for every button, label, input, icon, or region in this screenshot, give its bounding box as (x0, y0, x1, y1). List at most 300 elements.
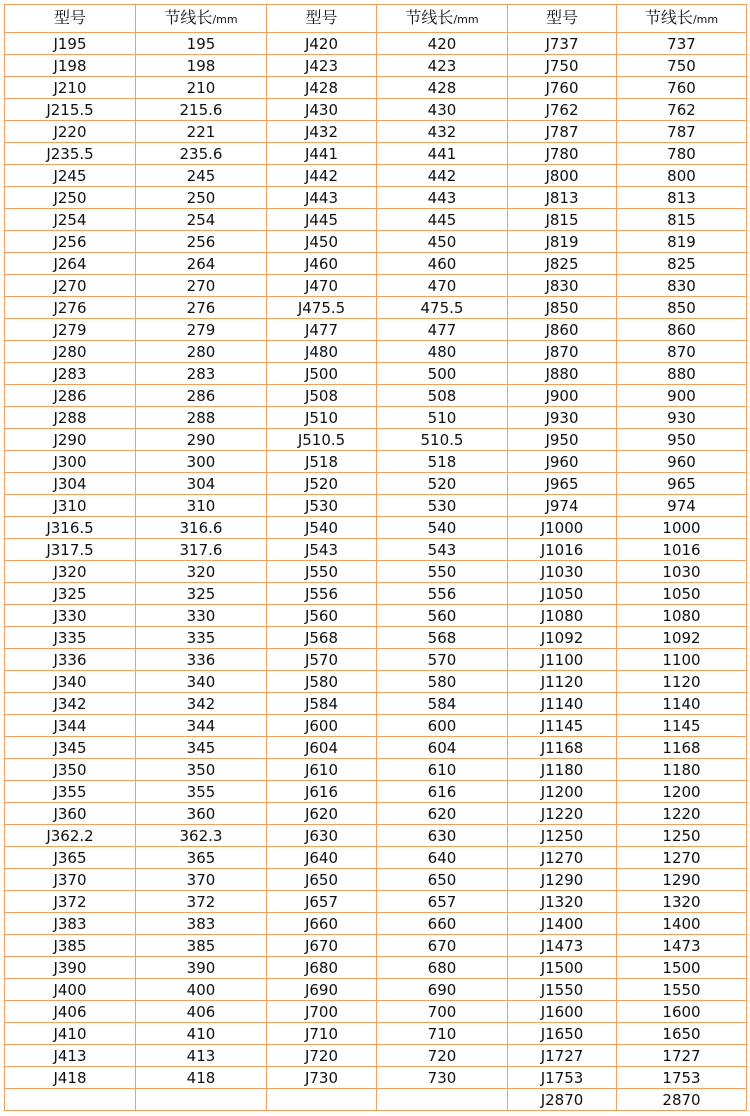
cell-model: J418 (5, 1067, 136, 1089)
cell-model: J2870 (508, 1089, 617, 1111)
cell-pitch-length: 283 (136, 363, 267, 385)
cell-pitch-length: 1145 (617, 715, 747, 737)
cell-pitch-length: 304 (136, 473, 267, 495)
cell-pitch-length: 657 (377, 891, 508, 913)
cell-pitch-length: 286 (136, 385, 267, 407)
cell-model: J600 (267, 715, 377, 737)
table-row (5, 1023, 747, 1045)
cell-model: J342 (5, 693, 136, 715)
cell-pitch-length: 620 (377, 803, 508, 825)
cell-pitch-length: 660 (377, 913, 508, 935)
cell-model: J1550 (508, 979, 617, 1001)
table-row (5, 715, 747, 737)
cell-pitch-length: 310 (136, 495, 267, 517)
cell-pitch-length: 210 (136, 77, 267, 99)
cell-pitch-length: 556 (377, 583, 508, 605)
cell-model: J815 (508, 209, 617, 231)
cell-pitch-length: 460 (377, 253, 508, 275)
header-model (5, 5, 136, 33)
cell-model: J550 (267, 561, 377, 583)
cell-pitch-length: 540 (377, 517, 508, 539)
cell-pitch-length: 340 (136, 671, 267, 693)
cell-pitch-length: 1000 (617, 517, 747, 539)
cell-pitch-length: 1168 (617, 737, 747, 759)
cell-model (5, 1089, 136, 1111)
cell-pitch-length: 930 (617, 407, 747, 429)
table-row (5, 121, 747, 143)
cell-pitch-length: 480 (377, 341, 508, 363)
cell-model: J762 (508, 99, 617, 121)
cell-model: J350 (5, 759, 136, 781)
table-row (5, 913, 747, 935)
table-row (5, 803, 747, 825)
cell-model: J616 (267, 781, 377, 803)
cell-pitch-length: 720 (377, 1045, 508, 1067)
cell-model: J1250 (508, 825, 617, 847)
cell-pitch-length: 530 (377, 495, 508, 517)
cell-pitch-length: 1016 (617, 539, 747, 561)
cell-pitch-length: 443 (377, 187, 508, 209)
cell-pitch-length: 762 (617, 99, 747, 121)
cell-pitch-length: 477 (377, 319, 508, 341)
cell-pitch-length: 344 (136, 715, 267, 737)
table-row (5, 979, 747, 1001)
cell-pitch-length: 198 (136, 55, 267, 77)
cell-model: J450 (267, 231, 377, 253)
cell-model: J580 (267, 671, 377, 693)
cell-model: J930 (508, 407, 617, 429)
cell-pitch-length: 264 (136, 253, 267, 275)
table-row (5, 781, 747, 803)
cell-model: J256 (5, 231, 136, 253)
table-row (5, 649, 747, 671)
cell-model: J300 (5, 451, 136, 473)
cell-pitch-length: 335 (136, 627, 267, 649)
cell-model: J657 (267, 891, 377, 913)
cell-pitch-length: 880 (617, 363, 747, 385)
cell-pitch-length: 680 (377, 957, 508, 979)
cell-model: J610 (267, 759, 377, 781)
table-row (5, 275, 747, 297)
cell-model: J640 (267, 847, 377, 869)
cell-pitch-length: 288 (136, 407, 267, 429)
cell-pitch-length: 780 (617, 143, 747, 165)
cell-model: J413 (5, 1045, 136, 1067)
cell-pitch-length: 254 (136, 209, 267, 231)
table-row (5, 627, 747, 649)
header-pitch-length (617, 5, 747, 33)
cell-pitch-length: 475.5 (377, 297, 508, 319)
table-row (5, 429, 747, 451)
cell-pitch-length: 383 (136, 913, 267, 935)
cell-pitch-length: 342 (136, 693, 267, 715)
cell-model: J406 (5, 1001, 136, 1023)
header-pitch-length (136, 5, 267, 33)
cell-model: J1140 (508, 693, 617, 715)
cell-pitch-length: 1080 (617, 605, 747, 627)
cell-model: J290 (5, 429, 136, 451)
cell-pitch-length: 974 (617, 495, 747, 517)
cell-pitch-length: 580 (377, 671, 508, 693)
header-model (508, 5, 617, 33)
cell-pitch-length: 1092 (617, 627, 747, 649)
cell-model: J870 (508, 341, 617, 363)
cell-model: J372 (5, 891, 136, 913)
cell-model: J540 (267, 517, 377, 539)
cell-pitch-length (377, 1089, 508, 1111)
cell-model: J560 (267, 605, 377, 627)
table-row (5, 737, 747, 759)
cell-pitch-length: 365 (136, 847, 267, 869)
cell-pitch-length: 1400 (617, 913, 747, 935)
cell-pitch-length: 215.6 (136, 99, 267, 121)
header-label: 节线长 (644, 7, 693, 27)
cell-pitch-length: 1140 (617, 693, 747, 715)
cell-pitch-length: 965 (617, 473, 747, 495)
cell-pitch-length: 1200 (617, 781, 747, 803)
cell-pitch-length: 870 (617, 341, 747, 363)
cell-pitch-length: 279 (136, 319, 267, 341)
cell-model: J423 (267, 55, 377, 77)
cell-model: J245 (5, 165, 136, 187)
cell-pitch-length: 420 (377, 33, 508, 55)
cell-model: J279 (5, 319, 136, 341)
table-row (5, 363, 747, 385)
table-row (5, 1089, 747, 1111)
cell-pitch-length: 432 (377, 121, 508, 143)
cell-pitch-length: 350 (136, 759, 267, 781)
table-row (5, 1067, 747, 1089)
cell-model: J500 (267, 363, 377, 385)
cell-pitch-length: 1180 (617, 759, 747, 781)
table-header-row (5, 5, 747, 33)
table-row (5, 187, 747, 209)
table-row (5, 1001, 747, 1023)
cell-model: J630 (267, 825, 377, 847)
cell-pitch-length: 385 (136, 935, 267, 957)
cell-model: J584 (267, 693, 377, 715)
cell-pitch-length: 813 (617, 187, 747, 209)
cell-model: J750 (508, 55, 617, 77)
cell-model: J568 (267, 627, 377, 649)
cell-model: J660 (267, 913, 377, 935)
cell-pitch-length: 360 (136, 803, 267, 825)
cell-pitch-length: 325 (136, 583, 267, 605)
table-row (5, 957, 747, 979)
header-pitch-length (377, 5, 508, 33)
table-row (5, 451, 747, 473)
cell-model: J760 (508, 77, 617, 99)
cell-model: J1120 (508, 671, 617, 693)
cell-pitch-length: 245 (136, 165, 267, 187)
cell-pitch-length: 423 (377, 55, 508, 77)
cell-model: J543 (267, 539, 377, 561)
table-body (5, 33, 747, 1111)
cell-pitch-length: 690 (377, 979, 508, 1001)
cell-pitch-length: 1220 (617, 803, 747, 825)
cell-pitch-length: 800 (617, 165, 747, 187)
cell-model: J477 (267, 319, 377, 341)
cell-model: J965 (508, 473, 617, 495)
cell-model: J1030 (508, 561, 617, 583)
cell-pitch-length: 700 (377, 1001, 508, 1023)
cell-pitch-length: 730 (377, 1067, 508, 1089)
cell-model: J317.5 (5, 539, 136, 561)
cell-pitch-length: 710 (377, 1023, 508, 1045)
table-row (5, 319, 747, 341)
cell-pitch-length: 330 (136, 605, 267, 627)
cell-pitch-length: 500 (377, 363, 508, 385)
cell-model: J1180 (508, 759, 617, 781)
cell-pitch-length: 406 (136, 1001, 267, 1023)
cell-model: J508 (267, 385, 377, 407)
cell-pitch-length: 1500 (617, 957, 747, 979)
table-row (5, 209, 747, 231)
cell-pitch-length: 320 (136, 561, 267, 583)
cell-model: J860 (508, 319, 617, 341)
cell-pitch-length: 543 (377, 539, 508, 561)
cell-model: J320 (5, 561, 136, 583)
cell-pitch-length: 950 (617, 429, 747, 451)
cell-pitch-length: 1550 (617, 979, 747, 1001)
cell-pitch-length: 737 (617, 33, 747, 55)
cell-model: J670 (267, 935, 377, 957)
cell-pitch-length: 600 (377, 715, 508, 737)
table-row (5, 385, 747, 407)
cell-pitch-length (136, 1089, 267, 1111)
cell-pitch-length: 670 (377, 935, 508, 957)
cell-pitch-length: 410 (136, 1023, 267, 1045)
cell-pitch-length: 604 (377, 737, 508, 759)
table-row (5, 1045, 747, 1067)
cell-model: J730 (267, 1067, 377, 1089)
table-row (5, 869, 747, 891)
cell-model: J280 (5, 341, 136, 363)
cell-pitch-length: 372 (136, 891, 267, 913)
cell-model: J365 (5, 847, 136, 869)
cell-model: J355 (5, 781, 136, 803)
table-row (5, 165, 747, 187)
header-label: 节线长 (405, 7, 454, 27)
cell-pitch-length: 568 (377, 627, 508, 649)
cell-model: J362.2 (5, 825, 136, 847)
cell-model: J250 (5, 187, 136, 209)
cell-model: J443 (267, 187, 377, 209)
cell-model: J780 (508, 143, 617, 165)
header-unit: /mm (453, 12, 479, 26)
cell-model: J475.5 (267, 297, 377, 319)
table-row (5, 253, 747, 275)
cell-model: J254 (5, 209, 136, 231)
table-row (5, 297, 747, 319)
cell-model: J460 (267, 253, 377, 275)
cell-model: J787 (508, 121, 617, 143)
table-row (5, 407, 747, 429)
cell-model: J383 (5, 913, 136, 935)
cell-model: J1600 (508, 1001, 617, 1023)
cell-model: J620 (267, 803, 377, 825)
table-row (5, 583, 747, 605)
cell-model: J700 (267, 1001, 377, 1023)
cell-model: J340 (5, 671, 136, 693)
cell-pitch-length: 1473 (617, 935, 747, 957)
cell-model: J1270 (508, 847, 617, 869)
cell-pitch-length: 550 (377, 561, 508, 583)
cell-model: J1000 (508, 517, 617, 539)
cell-pitch-length: 470 (377, 275, 508, 297)
cell-model: J900 (508, 385, 617, 407)
cell-pitch-length: 445 (377, 209, 508, 231)
cell-pitch-length: 650 (377, 869, 508, 891)
cell-model: J283 (5, 363, 136, 385)
cell-model: J1220 (508, 803, 617, 825)
cell-model: J530 (267, 495, 377, 517)
table-row (5, 33, 747, 55)
cell-model: J710 (267, 1023, 377, 1045)
cell-model: J510 (267, 407, 377, 429)
cell-model: J520 (267, 473, 377, 495)
cell-pitch-length: 1030 (617, 561, 747, 583)
cell-pitch-length: 370 (136, 869, 267, 891)
cell-model: J344 (5, 715, 136, 737)
table-row (5, 671, 747, 693)
cell-pitch-length: 428 (377, 77, 508, 99)
cell-pitch-length: 250 (136, 187, 267, 209)
cell-model: J400 (5, 979, 136, 1001)
cell-model: J345 (5, 737, 136, 759)
cell-pitch-length: 430 (377, 99, 508, 121)
cell-pitch-length: 640 (377, 847, 508, 869)
table-row (5, 55, 747, 77)
table-row (5, 539, 747, 561)
cell-model: J441 (267, 143, 377, 165)
cell-pitch-length: 1290 (617, 869, 747, 891)
cell-pitch-length: 825 (617, 253, 747, 275)
cell-model: J1727 (508, 1045, 617, 1067)
table-row (5, 935, 747, 957)
cell-pitch-length: 1753 (617, 1067, 747, 1089)
cell-model (267, 1089, 377, 1111)
cell-model: J430 (267, 99, 377, 121)
table-row (5, 517, 747, 539)
cell-pitch-length: 276 (136, 297, 267, 319)
table-row (5, 759, 747, 781)
header-label: 型号 (545, 7, 578, 27)
cell-pitch-length: 750 (617, 55, 747, 77)
cell-model: J390 (5, 957, 136, 979)
cell-pitch-length: 960 (617, 451, 747, 473)
header-label: 型号 (305, 7, 338, 27)
cell-model: J1500 (508, 957, 617, 979)
cell-pitch-length: 570 (377, 649, 508, 671)
cell-model: J960 (508, 451, 617, 473)
cell-model: J680 (267, 957, 377, 979)
cell-model: J556 (267, 583, 377, 605)
cell-pitch-length: 1100 (617, 649, 747, 671)
cell-pitch-length: 860 (617, 319, 747, 341)
cell-model: J800 (508, 165, 617, 187)
cell-pitch-length: 235.6 (136, 143, 267, 165)
cell-model: J1200 (508, 781, 617, 803)
cell-model: J1400 (508, 913, 617, 935)
cell-model: J420 (267, 33, 377, 55)
cell-model: J276 (5, 297, 136, 319)
cell-pitch-length: 316.6 (136, 517, 267, 539)
cell-pitch-length: 336 (136, 649, 267, 671)
cell-model: J1100 (508, 649, 617, 671)
cell-model: J432 (267, 121, 377, 143)
cell-model: J304 (5, 473, 136, 495)
cell-model: J445 (267, 209, 377, 231)
cell-model: J325 (5, 583, 136, 605)
cell-pitch-length: 317.6 (136, 539, 267, 561)
cell-pitch-length: 520 (377, 473, 508, 495)
header-model (267, 5, 377, 33)
table-row (5, 605, 747, 627)
cell-model: J310 (5, 495, 136, 517)
cell-model: J410 (5, 1023, 136, 1045)
cell-model: J825 (508, 253, 617, 275)
cell-model: J570 (267, 649, 377, 671)
cell-pitch-length: 1320 (617, 891, 747, 913)
cell-pitch-length: 400 (136, 979, 267, 1001)
belt-spec-table (4, 4, 747, 1111)
cell-model: J720 (267, 1045, 377, 1067)
cell-pitch-length: 195 (136, 33, 267, 55)
cell-model: J442 (267, 165, 377, 187)
table-row (5, 495, 747, 517)
cell-model: J385 (5, 935, 136, 957)
cell-model: J1145 (508, 715, 617, 737)
cell-pitch-length: 413 (136, 1045, 267, 1067)
cell-model: J288 (5, 407, 136, 429)
cell-pitch-length: 616 (377, 781, 508, 803)
cell-model: J737 (508, 33, 617, 55)
cell-pitch-length: 442 (377, 165, 508, 187)
cell-model: J220 (5, 121, 136, 143)
cell-pitch-length: 508 (377, 385, 508, 407)
cell-pitch-length: 270 (136, 275, 267, 297)
table-row (5, 341, 747, 363)
cell-pitch-length: 290 (136, 429, 267, 451)
cell-model: J650 (267, 869, 377, 891)
header-label: 型号 (53, 7, 86, 27)
cell-pitch-length: 256 (136, 231, 267, 253)
cell-model: J286 (5, 385, 136, 407)
table-row (5, 99, 747, 121)
cell-pitch-length: 441 (377, 143, 508, 165)
cell-pitch-length: 1270 (617, 847, 747, 869)
cell-model: J830 (508, 275, 617, 297)
table-row (5, 143, 747, 165)
cell-model: J428 (267, 77, 377, 99)
cell-model: J1092 (508, 627, 617, 649)
cell-model: J370 (5, 869, 136, 891)
table-row (5, 77, 747, 99)
cell-pitch-length: 221 (136, 121, 267, 143)
header-label: 节线长 (164, 7, 213, 27)
cell-pitch-length: 362.3 (136, 825, 267, 847)
cell-model: J1290 (508, 869, 617, 891)
table-row (5, 693, 747, 715)
cell-model: J470 (267, 275, 377, 297)
cell-pitch-length: 787 (617, 121, 747, 143)
cell-pitch-length: 2870 (617, 1089, 747, 1111)
cell-pitch-length: 850 (617, 297, 747, 319)
cell-pitch-length: 280 (136, 341, 267, 363)
cell-model: J950 (508, 429, 617, 451)
cell-model: J198 (5, 55, 136, 77)
